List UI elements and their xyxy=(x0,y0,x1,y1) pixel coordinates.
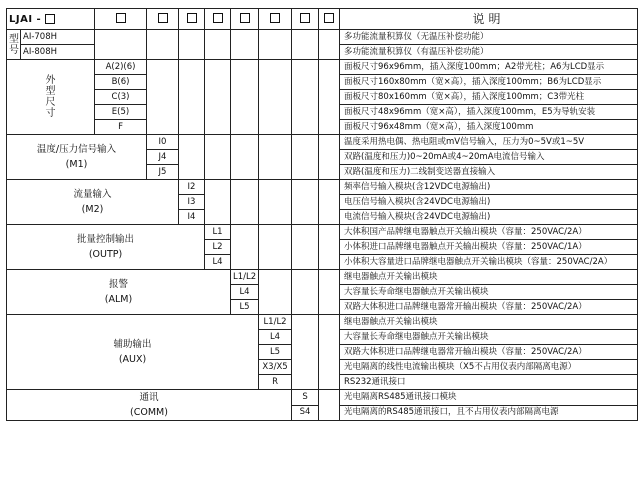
code-cell: AI-808H xyxy=(21,45,95,60)
empty-cell xyxy=(147,60,179,135)
empty-cell xyxy=(319,390,340,421)
code-cell: F xyxy=(95,120,147,135)
empty-cell xyxy=(95,30,147,60)
code-cell: L4 xyxy=(205,255,231,270)
placeholder-box-icon xyxy=(213,13,223,23)
header-row xyxy=(7,9,638,30)
code-cell: C(3) xyxy=(95,90,147,105)
empty-cell xyxy=(319,180,340,225)
group-label: 批量控制输出 (OUTP) xyxy=(7,225,205,270)
code-cell: I4 xyxy=(179,210,205,225)
empty-cell xyxy=(319,30,340,60)
empty-cell xyxy=(205,180,231,225)
empty-cell xyxy=(205,60,231,135)
code-cell: A(2)(6) xyxy=(95,60,147,75)
empty-cell xyxy=(292,270,319,315)
empty-cell xyxy=(259,60,292,135)
empty-cell xyxy=(259,135,292,180)
placeholder-box-icon xyxy=(187,13,197,23)
placeholder-box-icon xyxy=(45,14,55,24)
code-cell: J4 xyxy=(147,150,179,165)
header-box-cell xyxy=(319,9,340,30)
desc-cell: 大体积国产品牌继电器触点开关输出模块（容量：250VAC/2A） xyxy=(340,225,638,240)
code-cell: L1/L2 xyxy=(231,270,259,285)
desc-cell: 双路(温度和压力)二线制变送器直接输入 xyxy=(340,165,638,180)
desc-cell: 小体积进口品牌继电器触点开关输出模块（容量：250VAC/1A） xyxy=(340,240,638,255)
empty-cell xyxy=(259,180,292,225)
header-box-cell xyxy=(231,9,259,30)
empty-cell xyxy=(292,180,319,225)
table-row xyxy=(7,30,638,45)
code-cell: S4 xyxy=(292,405,319,421)
code-cell: L4 xyxy=(231,285,259,300)
group-label: 外型尺寸 xyxy=(7,60,95,135)
desc-cell: 面板尺寸160x80mm（宽×高），插入深度100mm；B6为LCD显示 xyxy=(340,75,638,90)
header-box-cell xyxy=(179,9,205,30)
empty-cell xyxy=(319,315,340,390)
desc-cell: 多功能流量积算仪（无温压补偿功能） xyxy=(340,30,638,45)
code-cell: L2 xyxy=(205,240,231,255)
description-header: 说明 xyxy=(340,9,638,30)
empty-cell xyxy=(259,30,292,60)
empty-cell xyxy=(231,180,259,225)
group-label: 辅助输出 (AUX) xyxy=(7,315,259,390)
empty-cell xyxy=(231,225,259,270)
desc-cell: 大容量长寿命继电器触点开关输出模块 xyxy=(340,330,638,345)
empty-cell xyxy=(292,30,319,60)
code-cell: J5 xyxy=(147,165,179,180)
code-cell: I2 xyxy=(179,180,205,195)
table-row xyxy=(7,270,638,285)
empty-cell xyxy=(292,225,319,270)
desc-cell: 光电隔离的RS485通讯接口，且不占用仪表内部隔离电源 xyxy=(340,405,638,421)
empty-cell xyxy=(292,60,319,135)
placeholder-box-icon xyxy=(270,13,280,23)
empty-cell xyxy=(292,135,319,180)
empty-cell xyxy=(147,30,179,60)
table-row xyxy=(7,225,638,240)
code-cell: E(5) xyxy=(95,105,147,120)
empty-cell xyxy=(319,135,340,180)
empty-cell xyxy=(259,225,292,270)
empty-cell xyxy=(231,135,259,180)
empty-cell xyxy=(319,270,340,315)
code-cell: L5 xyxy=(259,345,292,360)
desc-cell: RS232通讯接口 xyxy=(340,375,638,390)
header-box-cell xyxy=(205,9,231,30)
placeholder-box-icon xyxy=(300,13,310,23)
header-box-cell xyxy=(292,9,319,30)
empty-cell xyxy=(259,270,292,315)
desc-cell: 双路(温度和压力)0~20mA或4~20mA电流信号输入 xyxy=(340,150,638,165)
desc-cell: 多功能流量积算仪（有温压补偿功能） xyxy=(340,45,638,60)
model-prefix: LJAI - xyxy=(9,13,42,25)
desc-cell: 继电器触点开关输出模块 xyxy=(340,315,638,330)
table-row xyxy=(7,390,638,406)
table-row xyxy=(7,180,638,195)
empty-cell xyxy=(179,135,205,180)
code-cell: I3 xyxy=(179,195,205,210)
placeholder-box-icon xyxy=(158,13,168,23)
group-label: 报警 (ALM) xyxy=(7,270,231,315)
desc-cell: 面板尺寸96x96mm，插入深度100mm；A2带光柱；A6为LCD显示 xyxy=(340,60,638,75)
empty-cell xyxy=(319,60,340,135)
code-cell: I0 xyxy=(147,135,179,150)
placeholder-box-icon xyxy=(116,13,126,23)
desc-cell: 频率信号输入模块(含12VDC电源输出) xyxy=(340,180,638,195)
code-cell: L5 xyxy=(231,300,259,315)
header-box-cell xyxy=(259,9,292,30)
group-label: 流量输入 (M2) xyxy=(7,180,179,225)
model-prefix-cell xyxy=(7,9,95,30)
empty-cell xyxy=(292,315,319,390)
table-row xyxy=(7,135,638,150)
desc-cell: 双路大体积进口品牌继电器常开输出模块（容量：250VAC/2A） xyxy=(340,300,638,315)
model-spec-table xyxy=(6,8,638,421)
group-label: 温度/压力信号输入 (M1) xyxy=(7,135,147,180)
desc-cell: 光电隔离RS485通讯接口模块 xyxy=(340,390,638,406)
code-cell: L4 xyxy=(259,330,292,345)
table-row xyxy=(7,60,638,75)
group-label: 型号 xyxy=(7,30,21,60)
desc-cell: 电流信号输入模块(含24VDC电源输出) xyxy=(340,210,638,225)
empty-cell xyxy=(231,60,259,135)
empty-cell xyxy=(179,30,205,60)
header-box-cell xyxy=(147,9,179,30)
desc-cell: 继电器触点开关输出模块 xyxy=(340,270,638,285)
desc-cell: 面板尺寸48x96mm（宽×高），插入深度100mm，E5为导轨安装 xyxy=(340,105,638,120)
code-cell: R xyxy=(259,375,292,390)
desc-cell: 面板尺寸80x160mm（宽×高），插入深度100mm；C3带光柱 xyxy=(340,90,638,105)
placeholder-box-icon xyxy=(324,13,334,23)
table-row xyxy=(7,315,638,330)
empty-cell xyxy=(179,60,205,135)
code-cell: L1 xyxy=(205,225,231,240)
code-cell: L1/L2 xyxy=(259,315,292,330)
desc-cell: 双路大体积进口品牌继电器常开输出模块（容量：250VAC/2A） xyxy=(340,345,638,360)
empty-cell xyxy=(205,30,231,60)
desc-cell: 大容量长寿命继电器触点开关输出模块 xyxy=(340,285,638,300)
code-cell: X3/X5 xyxy=(259,360,292,375)
code-cell: B(6) xyxy=(95,75,147,90)
empty-cell xyxy=(319,225,340,270)
header-box-cell xyxy=(95,9,147,30)
empty-cell xyxy=(205,135,231,180)
desc-cell: 小体积大容量进口品牌继电器触点开关输出模块（容量：250VAC/2A） xyxy=(340,255,638,270)
desc-cell: 电压信号输入模块(含24VDC电源输出) xyxy=(340,195,638,210)
desc-cell: 面板尺寸96x48mm（宽×高），插入深度100mm xyxy=(340,120,638,135)
group-label: 通讯 (COMM) xyxy=(7,390,292,421)
desc-cell: 温度采用热电偶、热电阻或mV信号输入，压力为0~5V或1~5V xyxy=(340,135,638,150)
placeholder-box-icon xyxy=(240,13,250,23)
code-cell: S xyxy=(292,390,319,406)
desc-cell: 光电隔离的线性电流输出模块（X5不占用仪表内部隔离电源） xyxy=(340,360,638,375)
empty-cell xyxy=(231,30,259,60)
code-cell: AI-708H xyxy=(21,30,95,45)
